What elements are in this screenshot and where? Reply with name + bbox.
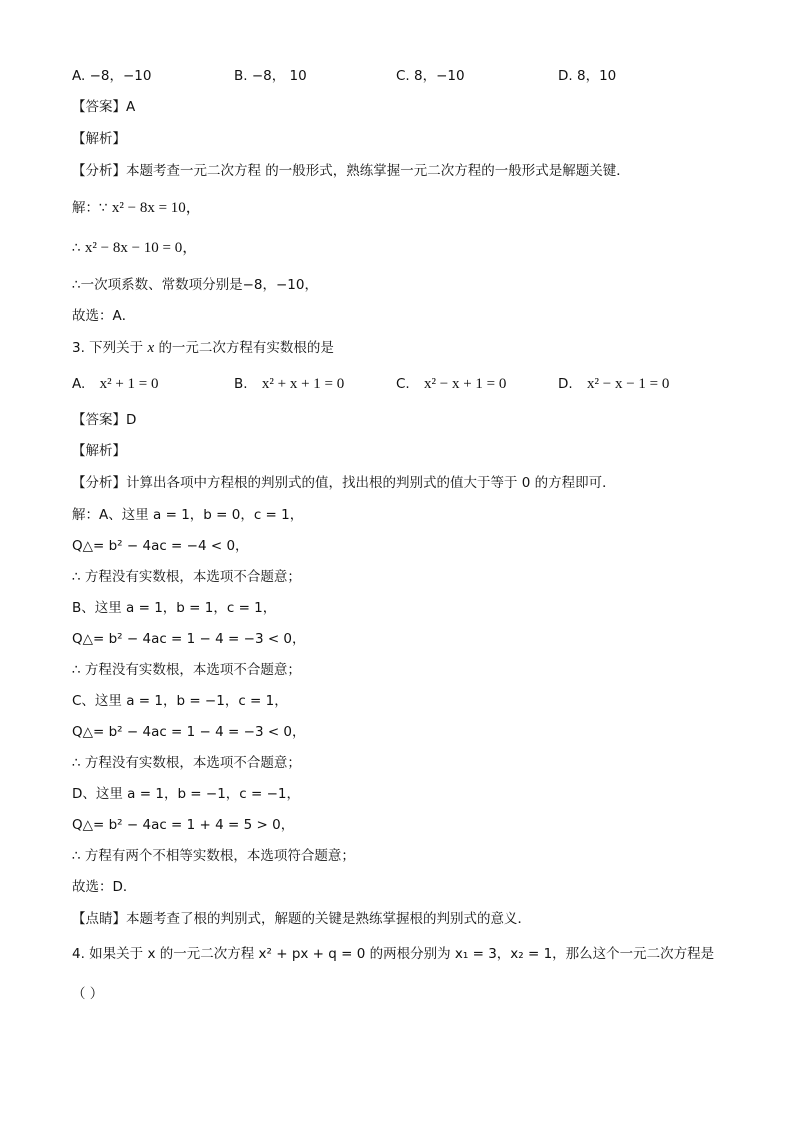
q2-option-c: C. 8，−10 xyxy=(396,68,465,84)
q3-option-b xyxy=(234,374,344,394)
q3-case-d-values: D、这里 a = 1，b = −1，c = −1， xyxy=(72,786,301,802)
q3-stem-variable: x xyxy=(147,340,155,356)
q3-option-d-label: D. xyxy=(558,376,573,392)
q3-case-d-discriminant: Q△= b² − 4ac = 1 + 4 = 5 > 0， xyxy=(72,817,295,833)
q3-option-d xyxy=(558,374,669,394)
q2-option-b: B. −8， 10 xyxy=(234,68,307,84)
q3-case-b-discriminant: Q△= b² − 4ac = 1 − 4 = −3 < 0， xyxy=(72,631,306,647)
q2-jiexi-heading: 【解析】 xyxy=(72,131,126,147)
q3-stem-part-1: 3. 下列关于 xyxy=(72,340,144,356)
q3-jiexi-heading: 【解析】 xyxy=(72,443,126,459)
q3-option-c-label: C. xyxy=(396,376,410,392)
q4-answer-parentheses: （ ） xyxy=(72,986,104,1002)
q3-option-a xyxy=(72,374,159,394)
q2-solution-line-2 xyxy=(72,238,197,258)
q3-option-c xyxy=(396,374,506,394)
q3-case-a-values: 解：A、这里 a = 1，b = 0，c = 1， xyxy=(72,507,304,523)
q2-option-a: A. −8，−10 xyxy=(72,68,152,84)
q3-stem-part-2: 的一元二次方程有实数根的是 xyxy=(158,340,334,356)
q3-case-b-conclusion: ∴ 方程没有实数根，本选项不合题意； xyxy=(72,662,301,678)
q3-answer: 【答案】D xyxy=(72,412,137,428)
q3-case-c-discriminant: Q△= b² − 4ac = 1 − 4 = −3 < 0， xyxy=(72,724,306,740)
q2-coefficients-line: ∴一次项系数、常数项分别是−8，−10， xyxy=(72,277,318,293)
q2-equation-1: x² − 8x = 10， xyxy=(111,200,201,216)
q4-stem: 4. 如果关于 x 的一元二次方程 x² + px + q = 0 的两根分别为 x₁ = 3，x₂ = 1，那么这个一元二次方程是 xyxy=(72,946,715,962)
q3-case-a-discriminant: Q△= b² − 4ac = −4 < 0， xyxy=(72,538,249,554)
therefore-symbol: ∴ xyxy=(72,240,81,256)
q3-option-c-equation: x² − x + 1 = 0 xyxy=(424,376,507,392)
q2-answer: 【答案】A xyxy=(72,99,136,115)
q3-option-b-label: B. xyxy=(234,376,248,392)
q3-option-a-equation: x² + 1 = 0 xyxy=(99,376,159,392)
q3-case-a-conclusion: ∴ 方程没有实数根，本选项不合题意； xyxy=(72,569,301,585)
q3-key-point: 【点睛】本题考查了根的判别式，解题的关键是熟练掌握根的判别式的意义． xyxy=(72,911,531,927)
q2-choose-line: 故选：A． xyxy=(72,308,136,324)
q2-solution-line-1 xyxy=(72,198,201,218)
q2-solution-prefix: 解：∵ xyxy=(72,200,108,216)
q2-equation-2: x² − 8x − 10 = 0， xyxy=(84,240,198,256)
q3-case-c-conclusion: ∴ 方程没有实数根，本选项不合题意； xyxy=(72,755,301,771)
q3-option-b-equation: x² + x + 1 = 0 xyxy=(261,376,345,392)
q3-case-b-values: B、这里 a = 1，b = 1，c = 1， xyxy=(72,600,277,616)
q2-option-d: D. 8，10 xyxy=(558,68,617,84)
q2-analysis: 【分析】本题考查一元二次方程 的一般形式，熟练掌握一元二次方程的一般形式是解题关键． xyxy=(72,163,630,179)
q3-analysis: 【分析】计算出各项中方程根的判别式的值，找出根的判别式的值大于等于 0 的方程即可． xyxy=(72,475,616,491)
q3-option-d-equation: x² − x − 1 = 0 xyxy=(586,376,670,392)
q3-option-a-label: A. xyxy=(72,376,86,392)
q3-choose-line: 故选：D． xyxy=(72,879,137,895)
q3-case-c-values: C、这里 a = 1，b = −1，c = 1， xyxy=(72,693,288,709)
q3-stem xyxy=(72,338,334,358)
q3-case-d-conclusion: ∴ 方程有两个不相等实数根，本选项符合题意； xyxy=(72,848,355,864)
